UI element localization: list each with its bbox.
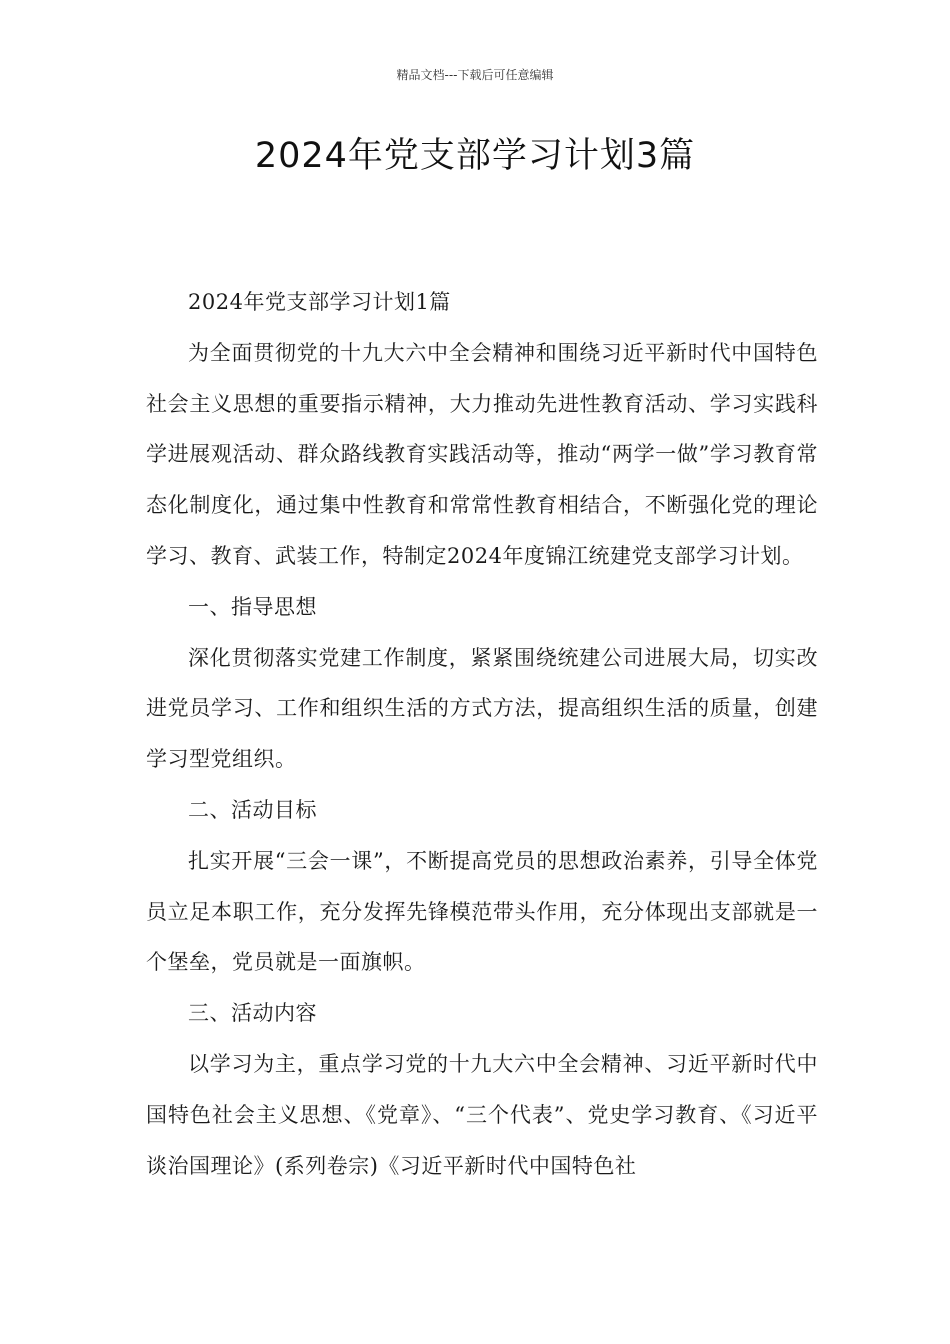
page-header-note: 精品文档---下载后可任意编辑: [396, 68, 554, 82]
document-body: [146, 277, 818, 1191]
section-heading: 二、活动目标: [188, 797, 317, 822]
body-paragraph: 深化贯彻落实党建工作制度，紧紧围绕统建公司进展大局，切实改进党员学习、工作和组织生活的方式方法，提高组织生活的质量，创建学习型党组织。: [146, 645, 818, 772]
body-paragraph: 为全面贯彻党的十九大六中全会精神和围绕习近平新时代中国特色社会主义思想的重要指示精神，大力推动先进性教育活动、学习实践科学进展观活动、群众路线教育实践活动等，推动“两学一做”学习教育常态化制度化，通过集中性教育和常常性教育相结合，不断强化党的理论学习、教育、武装工作，特制定2024年度锦江统建党支部学习计划。: [146, 340, 818, 568]
section-subtitle: 2024年党支部学习计划1篇: [188, 290, 451, 314]
body-paragraph: 扎实开展“三会一课”，不断提高党员的思想政治素养，引导全体党员立足本职工作，充分发挥先锋模范带头作用，充分体现出支部就是一个堡垒，党员就是一面旗帜。: [146, 848, 818, 975]
section-heading: 三、活动内容: [188, 1001, 317, 1026]
document-title: 2024年党支部学习计划3篇: [254, 136, 696, 176]
body-paragraph: 以学习为主，重点学习党的十九大六中全会精神、习近平新时代中国特色社会主义思想、《党章》、“三个代表”、党史学习教育、《习近平谈治国理论》(系列卷宗)《习近平新时代中国特色社: [146, 1051, 818, 1178]
section-heading: 一、指导思想: [188, 594, 317, 619]
